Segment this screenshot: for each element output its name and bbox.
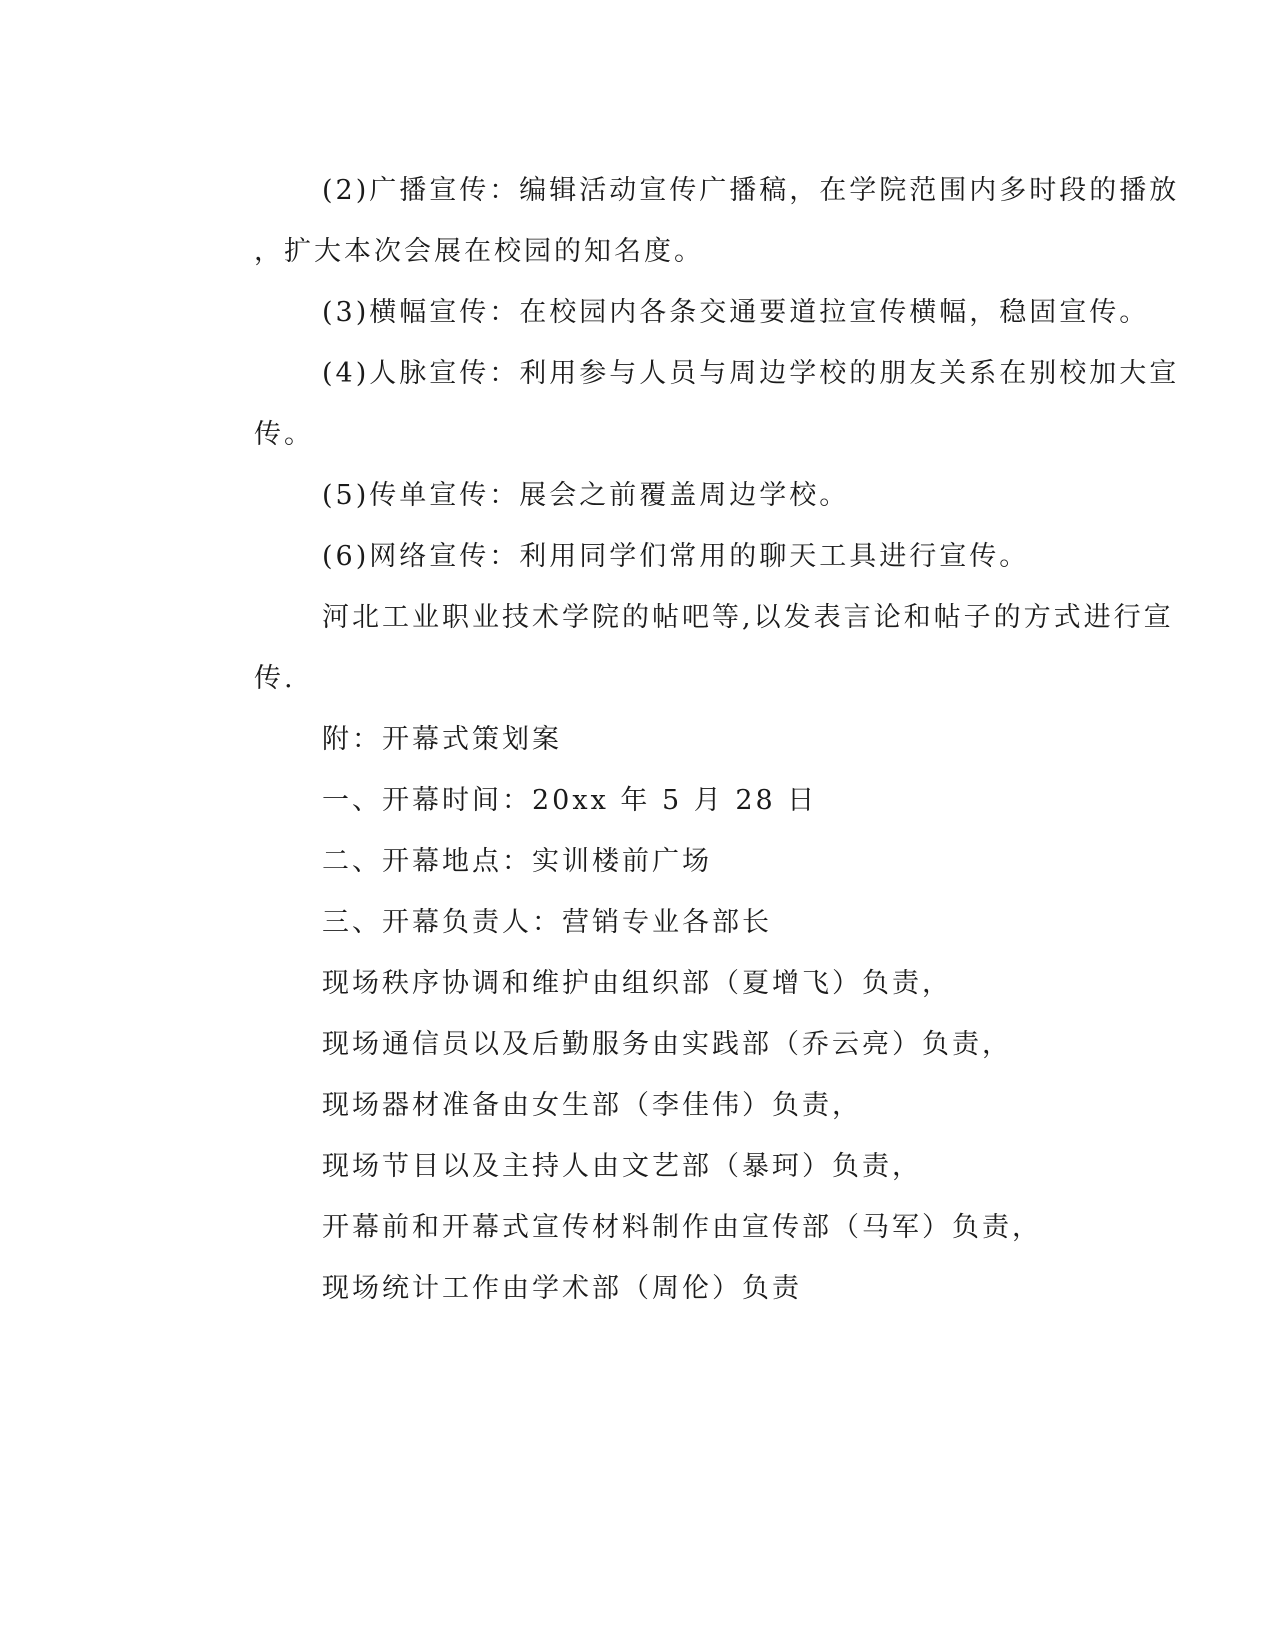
paragraph-line: 传。	[254, 419, 314, 450]
opening-location	[186, 831, 1076, 892]
paragraph-line: ，扩大本次会展在校园的知名度。	[254, 236, 704, 267]
appendix-heading	[186, 709, 1076, 770]
paragraph-line: (6)网络宣传：利用同学们常用的聊天工具进行宣传。	[322, 541, 1030, 572]
paragraph-line: 三、开幕负责人：营销专业各部长	[322, 907, 772, 938]
paragraph-flyer-publicity	[186, 465, 1076, 526]
paragraph-line: 河北工业职业技术学院的帖吧等,以发表言论和帖子的方式进行宣	[322, 602, 1174, 633]
paragraph-banner-publicity	[186, 282, 1150, 343]
duty-equipment	[186, 1075, 1076, 1136]
paragraph-forum-publicity	[186, 587, 1174, 709]
paragraph-line: 传.	[254, 663, 296, 694]
paragraph-line: (2)广播宣传：编辑活动宣传广播稿，在学院范围内多时段的播放	[322, 175, 1180, 206]
duty-logistics	[186, 1014, 1076, 1075]
paragraph-line: 附：开幕式策划案	[322, 724, 562, 755]
paragraph-line: 现场器材准备由女生部（李佳伟）负责，	[322, 1090, 862, 1121]
paragraph-line: 现场节目以及主持人由文艺部（暴珂）负责，	[322, 1151, 922, 1182]
paragraph-line: 现场秩序协调和维护由组织部（夏增飞）负责，	[322, 968, 952, 999]
duty-statistics	[186, 1258, 1076, 1319]
paragraph-line: 一、开幕时间：20xx 年 5 月 28 日	[322, 785, 818, 816]
opening-responsible	[186, 892, 1076, 953]
opening-time	[186, 770, 1076, 831]
paragraph-line: 现场统计工作由学术部（周伦）负责	[322, 1273, 802, 1304]
paragraph-line: 现场通信员以及后勤服务由实践部（乔云亮）负责，	[322, 1029, 1012, 1060]
paragraph-line: (5)传单宣传：展会之前覆盖周边学校。	[322, 480, 850, 511]
duty-publicity-materials	[186, 1197, 1076, 1258]
paragraph-line: 二、开幕地点：实训楼前广场	[322, 846, 712, 877]
paragraph-line: (4)人脉宣传：利用参与人员与周边学校的朋友关系在别校加大宣	[322, 358, 1180, 389]
paragraph-network-contacts-publicity	[186, 343, 1180, 465]
duty-program-host	[186, 1136, 1076, 1197]
paragraph-broadcast-publicity	[186, 160, 1180, 282]
paragraph-line: (3)横幅宣传：在校园内各条交通要道拉宣传横幅，稳固宣传。	[322, 297, 1150, 328]
paragraph-online-publicity	[186, 526, 1076, 587]
document-body	[186, 160, 1180, 1319]
paragraph-line: 开幕前和开幕式宣传材料制作由宣传部（马军）负责，	[322, 1212, 1042, 1243]
duty-order-coordination	[186, 953, 1076, 1014]
